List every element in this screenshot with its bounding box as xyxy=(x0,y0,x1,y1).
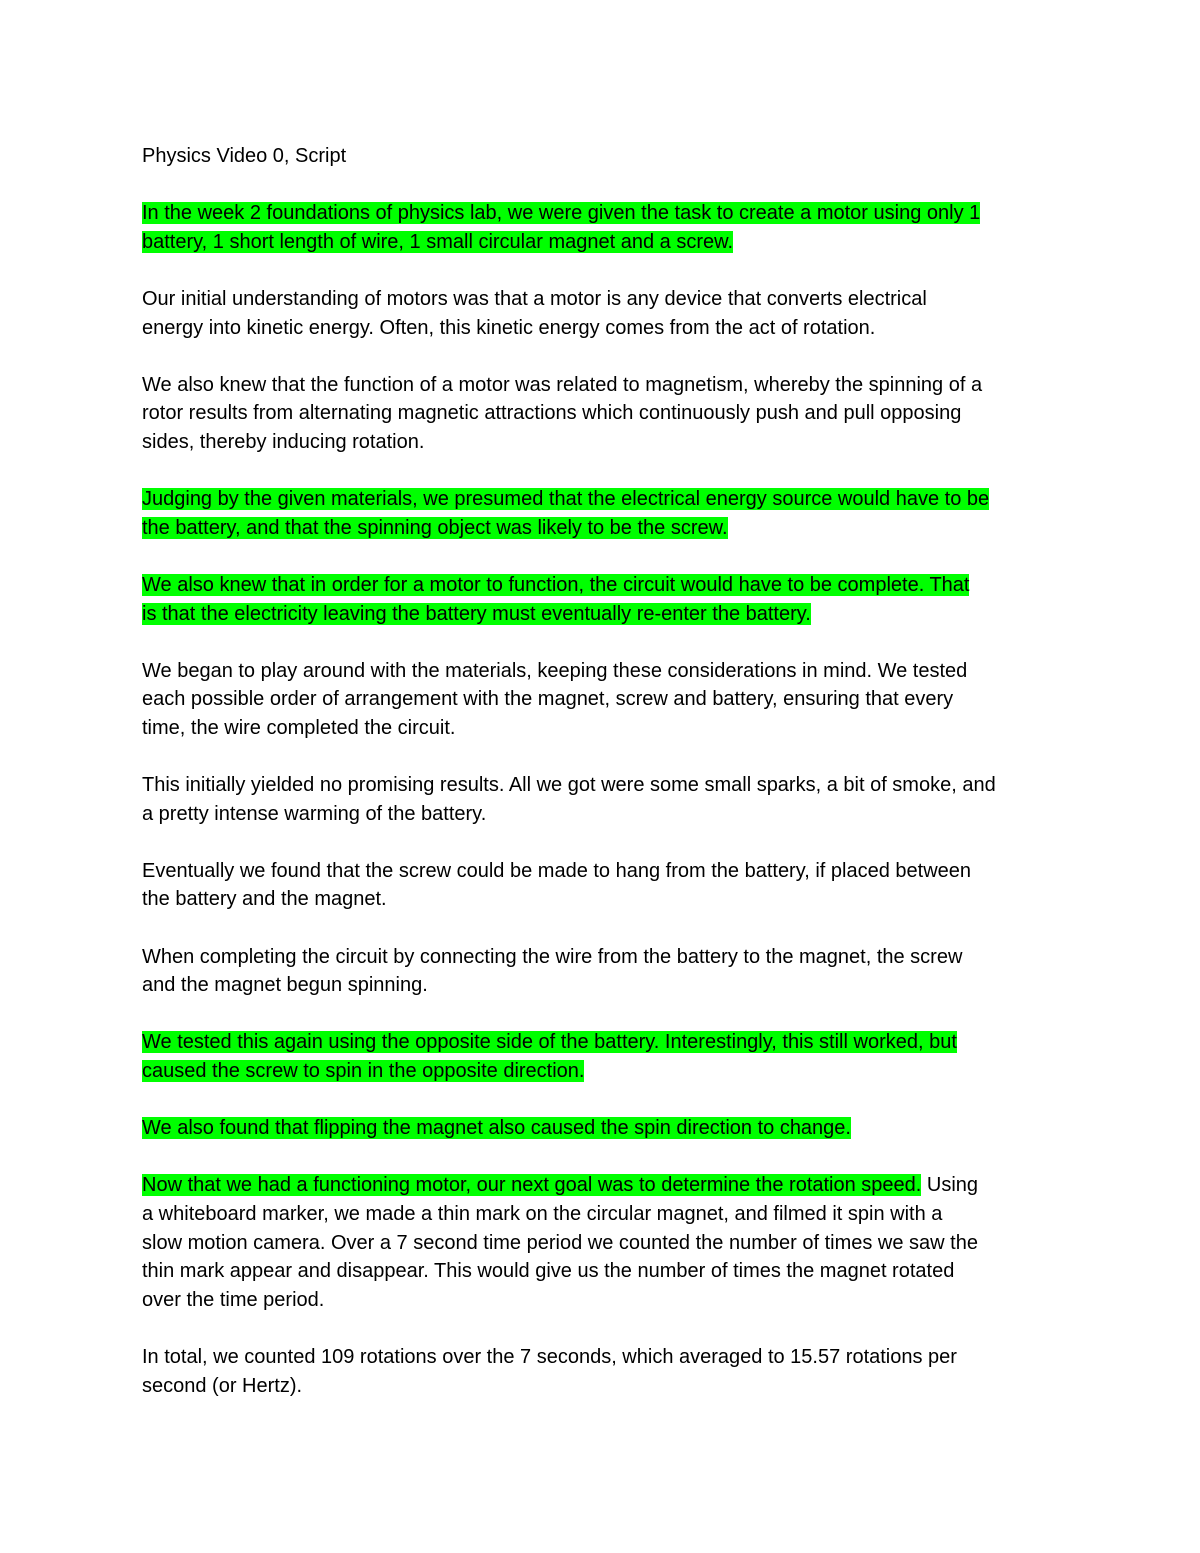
text-run: Using xyxy=(921,1174,979,1197)
highlighted-text: In the week 2 foundations of physics lab, we were given the task to create a motor using only 1 xyxy=(142,202,981,225)
text-line xyxy=(142,228,1072,257)
text-run: Our initial understanding of motors was that a motor is any device that converts electrical xyxy=(142,287,927,310)
text-run: over the time period. xyxy=(142,1288,325,1311)
text-line xyxy=(142,1114,1072,1143)
document-title: Physics Video 0, Script xyxy=(142,145,347,167)
text-line xyxy=(142,571,1072,600)
highlighted-text: battery, 1 short length of wire, 1 small circular magnet and a screw. xyxy=(142,230,734,253)
paragraph xyxy=(142,285,1072,342)
text-line xyxy=(142,714,1072,743)
paragraph xyxy=(142,199,1072,256)
text-run: This initially yielded no promising results. All we got were some small sparks, a bit of smoke, and xyxy=(142,774,996,797)
text-line xyxy=(142,771,1072,800)
paragraph xyxy=(142,943,1072,1000)
text-line xyxy=(142,971,1072,1000)
text-line xyxy=(142,428,1072,457)
text-line xyxy=(142,1057,1072,1086)
text-line xyxy=(142,1171,1072,1200)
text-run: time, the wire completed the circuit. xyxy=(142,716,456,739)
text-run: second (or Hertz). xyxy=(142,1374,303,1397)
paragraph xyxy=(142,657,1072,743)
paragraph xyxy=(142,857,1072,914)
text-line xyxy=(142,857,1072,886)
text-line xyxy=(142,514,1072,543)
text-run: In total, we counted 109 rotations over the 7 seconds, which averaged to 15.57 rotations per xyxy=(142,1345,957,1368)
text-line xyxy=(142,800,1072,829)
text-run: We began to play around with the materials, keeping these considerations in mind. We tested xyxy=(142,659,968,682)
paragraph xyxy=(142,1171,1072,1314)
text-line xyxy=(142,314,1072,343)
text-run: sides, thereby inducing rotation. xyxy=(142,430,425,453)
text-run: the battery and the magnet. xyxy=(142,888,387,911)
paragraph xyxy=(142,485,1072,542)
text-line xyxy=(142,1343,1072,1372)
text-line xyxy=(142,485,1072,514)
paragraph xyxy=(142,1114,1072,1143)
text-line xyxy=(142,371,1072,400)
text-line xyxy=(142,1286,1072,1315)
paragraph xyxy=(142,1343,1072,1400)
text-run: each possible order of arrangement with the magnet, screw and battery, ensuring that every xyxy=(142,688,954,711)
text-line xyxy=(142,885,1072,914)
text-line xyxy=(142,1372,1072,1401)
text-line xyxy=(142,1028,1072,1057)
paragraph xyxy=(142,1028,1072,1085)
text-line xyxy=(142,199,1072,228)
text-line xyxy=(142,600,1072,629)
highlighted-text: Now that we had a functioning motor, our next goal was to determine the rotation speed. xyxy=(142,1174,922,1197)
text-line xyxy=(142,399,1072,428)
paragraph-list xyxy=(142,199,1072,1400)
text-line xyxy=(142,685,1072,714)
paragraph xyxy=(142,571,1072,628)
text-line xyxy=(142,1257,1072,1286)
text-line xyxy=(142,657,1072,686)
text-run: When completing the circuit by connecting the wire from the battery to the magnet, the screw xyxy=(142,945,963,968)
text-run: energy into kinetic energy. Often, this kinetic energy comes from the act of rotation. xyxy=(142,316,876,339)
text-run: slow motion camera. Over a 7 second time period we counted the number of times we saw the xyxy=(142,1231,978,1254)
text-run: We also knew that the function of a motor was related to magnetism, whereby the spinning of a xyxy=(142,373,983,396)
text-line xyxy=(142,1229,1072,1258)
text-run: Eventually we found that the screw could be made to hang from the battery, if placed between xyxy=(142,859,972,882)
highlighted-text: We tested this again using the opposite side of the battery. Interestingly, this still worked, but xyxy=(142,1031,957,1054)
paragraph xyxy=(142,771,1072,828)
text-run: a whiteboard marker, we made a thin mark on the circular magnet, and filmed it spin with a xyxy=(142,1202,943,1225)
text-run: and the magnet begun spinning. xyxy=(142,974,428,997)
highlighted-text: is that the electricity leaving the battery must eventually re-enter the battery. xyxy=(142,602,811,625)
paragraph xyxy=(142,371,1072,457)
document-body xyxy=(142,142,1072,1429)
highlighted-text: the battery, and that the spinning object was likely to be the screw. xyxy=(142,516,728,539)
text-line xyxy=(142,1200,1072,1229)
text-run: rotor results from alternating magnetic attractions which continuously push and pull opposing xyxy=(142,402,962,425)
highlighted-text: caused the screw to spin in the opposite direction. xyxy=(142,1060,585,1082)
highlighted-text: Judging by the given materials, we presumed that the electrical energy source would have to be xyxy=(142,488,990,511)
highlighted-text: We also knew that in order for a motor to function, the circuit would have to be complete. That xyxy=(142,573,970,596)
highlighted-text: We also found that flipping the magnet also caused the spin direction to change. xyxy=(142,1117,851,1140)
text-run: thin mark appear and disappear. This would give us the number of times the magnet rotated xyxy=(142,1260,955,1283)
text-run: a pretty intense warming of the battery. xyxy=(142,802,487,825)
text-line xyxy=(142,285,1072,314)
text-line xyxy=(142,943,1072,972)
